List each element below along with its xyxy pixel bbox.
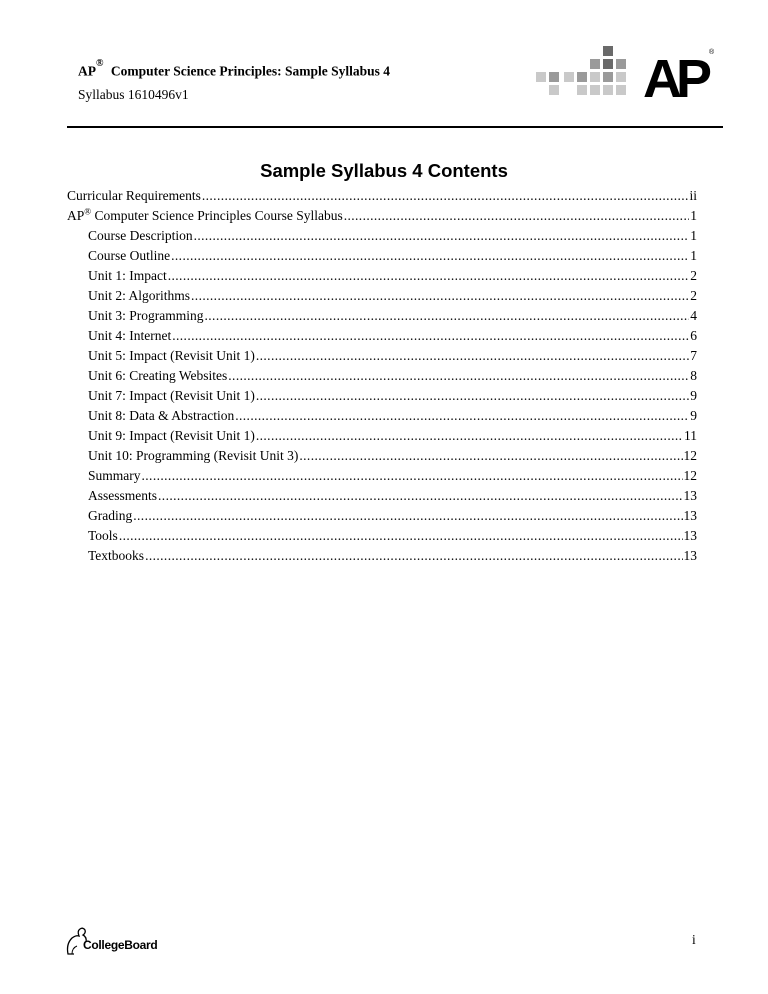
- toc-entry-label: Unit 3: Programming: [88, 308, 204, 323]
- toc-entry[interactable]: [67, 186, 697, 206]
- toc-entry-label: Tools: [88, 528, 118, 543]
- toc-leader-dots: [299, 446, 682, 466]
- toc-entry-label: Textbooks: [88, 548, 145, 563]
- toc-entry[interactable]: [67, 266, 697, 286]
- toc-entry[interactable]: [67, 206, 697, 226]
- toc-entry[interactable]: [67, 386, 697, 406]
- contents-heading: Sample Syllabus 4 Contents: [260, 160, 508, 181]
- toc-entry-page: 4: [690, 308, 697, 323]
- toc-leader-dots: [145, 546, 682, 566]
- toc-entry[interactable]: [67, 366, 697, 386]
- ap-logo-grid-icon: [536, 46, 626, 95]
- toc-leader-dots: [168, 266, 690, 286]
- toc-entry-label: Unit 1: Impact: [88, 268, 167, 283]
- page-number: i: [692, 932, 696, 947]
- toc-entry-label: Grading: [88, 508, 133, 523]
- toc-entry-label: Course Description: [88, 228, 193, 243]
- toc-entry-page: 7: [690, 348, 697, 363]
- toc-entry-label: Unit 2: Algorithms: [88, 288, 191, 303]
- toc-entry-label-prefix: AP: [67, 208, 85, 223]
- toc-entry-page: 11: [684, 428, 697, 443]
- table-of-contents: [67, 186, 697, 566]
- toc-entry-label: Unit 10: Programming (Revisit Unit 3): [88, 448, 299, 463]
- toc-entry-page: 6: [690, 328, 697, 343]
- toc-entry[interactable]: [67, 446, 697, 466]
- toc-leader-dots: [194, 226, 690, 246]
- toc-entry-page: 8: [690, 368, 697, 383]
- toc-entry-page: 13: [683, 508, 697, 523]
- ap-logo-text: AP: [643, 49, 707, 104]
- collegeboard-logo-text: CollegeBoard: [83, 938, 158, 952]
- toc-entry-page: 9: [690, 388, 697, 403]
- toc-entry[interactable]: [67, 466, 697, 486]
- toc-entry[interactable]: [67, 426, 697, 446]
- toc-entry-page: 12: [683, 468, 697, 483]
- toc-leader-dots: [133, 506, 682, 526]
- toc-entry[interactable]: [67, 226, 697, 246]
- toc-leader-dots: [191, 286, 689, 306]
- toc-entry[interactable]: [67, 246, 697, 266]
- toc-leader-dots: [119, 526, 683, 546]
- title-text: Computer Science Principles: Sample Syllabus 4: [110, 63, 390, 79]
- toc-entry-page: 9: [690, 408, 697, 423]
- toc-leader-dots: [142, 466, 683, 486]
- toc-entry[interactable]: [67, 546, 697, 566]
- document-subtitle: Syllabus 1610496v1: [78, 87, 189, 102]
- toc-entry-page: 1: [690, 228, 697, 243]
- toc-entry-page: ii: [689, 188, 697, 203]
- toc-leader-dots: [228, 366, 689, 386]
- toc-entry[interactable]: [67, 526, 697, 546]
- toc-entry-page: 2: [690, 288, 697, 303]
- toc-leader-dots: [171, 246, 689, 266]
- toc-entry-label: Curricular Requirements: [67, 188, 201, 203]
- ap-logo: [535, 44, 717, 104]
- toc-entry-label: Unit 7: Impact (Revisit Unit 1): [88, 388, 255, 403]
- toc-entry-page: 13: [683, 548, 697, 563]
- toc-entry-label: Assessments: [88, 488, 158, 503]
- toc-leader-dots: [256, 346, 689, 366]
- toc-leader-dots: [205, 306, 690, 326]
- toc-entry-label: Unit 8: Data & Abstraction: [88, 408, 235, 423]
- toc-entry-label: Unit 9: Impact (Revisit Unit 1): [88, 428, 255, 443]
- toc-entry-label: Unit 6: Creating Websites: [88, 368, 228, 383]
- toc-entry[interactable]: [67, 306, 697, 326]
- toc-entry-label-text: Computer Science Principles Course Syllabus: [91, 208, 343, 223]
- toc-entry[interactable]: [67, 506, 697, 526]
- toc-entry[interactable]: [67, 486, 697, 506]
- toc-entry-page: 1: [690, 208, 697, 223]
- toc-entry-page: 12: [683, 448, 697, 463]
- toc-leader-dots: [256, 426, 683, 446]
- toc-entry-page: 13: [683, 488, 697, 503]
- toc-entry-page: 13: [683, 528, 697, 543]
- toc-entry-label: Summary: [88, 468, 141, 483]
- ap-logo-registered-mark: ®: [709, 49, 715, 56]
- toc-leader-dots: [344, 206, 690, 226]
- toc-entry-label: Unit 5: Impact (Revisit Unit 1): [88, 348, 255, 363]
- title-prefix: AP: [78, 63, 96, 79]
- toc-entry-page: 1: [690, 248, 697, 263]
- toc-registered-mark: ®: [84, 206, 92, 217]
- toc-entry[interactable]: [67, 326, 697, 346]
- toc-entry-label: Course Outline: [88, 248, 171, 263]
- header-divider: [67, 126, 723, 128]
- toc-leader-dots: [256, 386, 689, 406]
- toc-entry[interactable]: [67, 286, 697, 306]
- toc-leader-dots: [158, 486, 682, 506]
- toc-entry-label: Unit 4: Internet: [88, 328, 172, 343]
- toc-entry-label: [67, 206, 343, 226]
- toc-leader-dots: [172, 326, 689, 346]
- toc-entry[interactable]: [67, 346, 697, 366]
- toc-leader-dots: [235, 406, 689, 426]
- toc-entry-page: 2: [690, 268, 697, 283]
- title-registered-mark: ®: [96, 58, 104, 69]
- document-title: [78, 58, 390, 80]
- toc-leader-dots: [202, 186, 689, 206]
- toc-entry[interactable]: [67, 406, 697, 426]
